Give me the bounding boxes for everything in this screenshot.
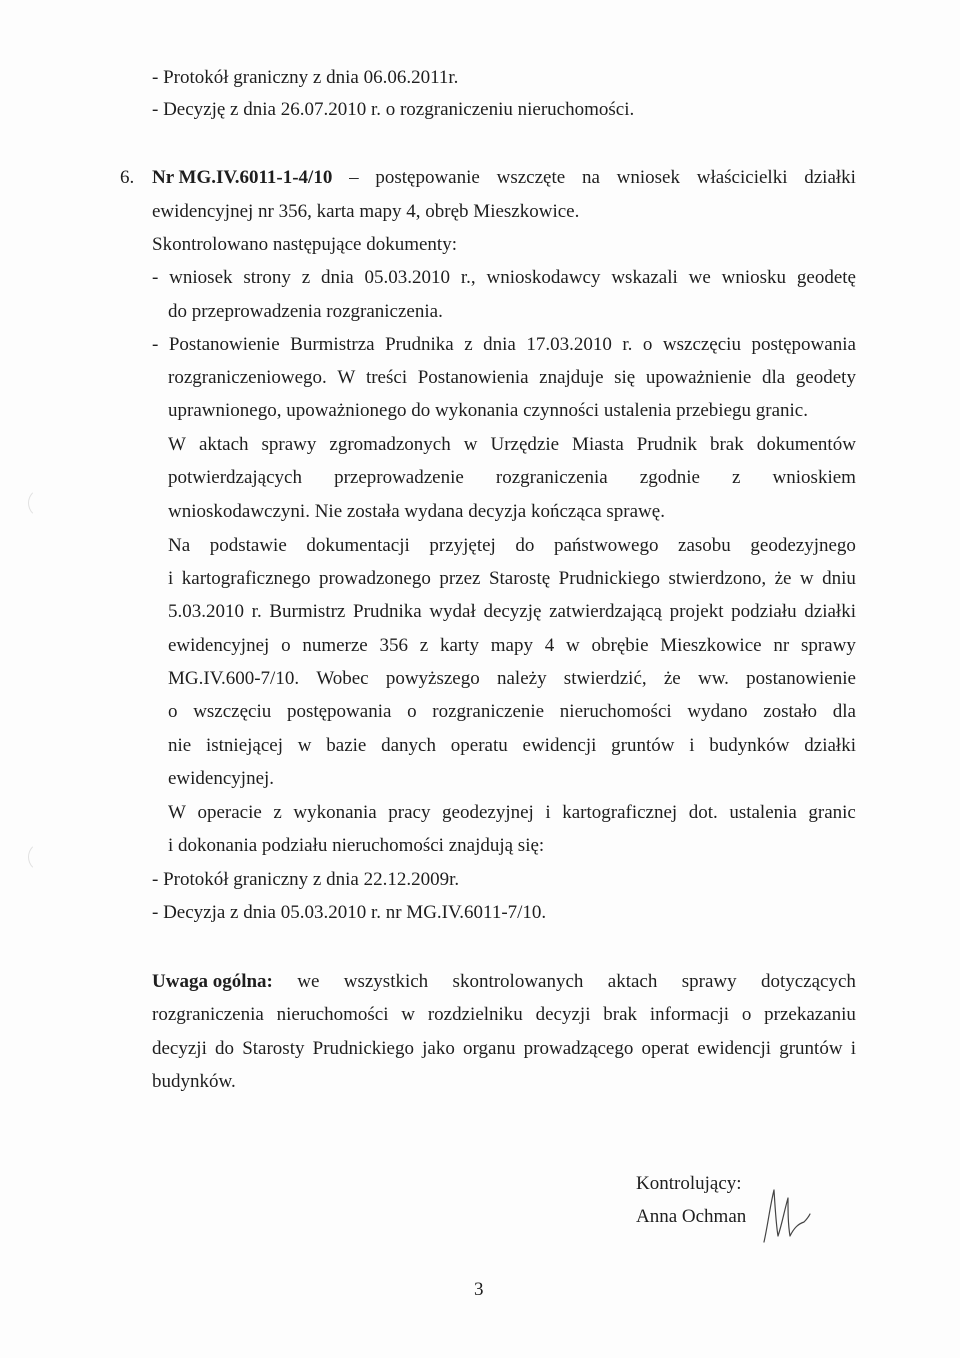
heading-word: na	[581, 167, 600, 188]
heading-word: wniosek	[616, 167, 680, 188]
item-heading	[152, 166, 856, 190]
item-line-4: - wniosek strony z dnia 05.03.2010 r., wnioskodawcy wskazali we wniosku geodetę	[152, 267, 856, 288]
item-line-14: 5.03.2010 r. Burmistrz Prudnika wydał decyzję zatwierdzającą projekt podziału działki	[168, 601, 856, 622]
item-line-15: ewidencyjnej o numerze 356 z karty mapy 4 w obrębie Mieszkowice nr sprawy	[168, 635, 856, 656]
item-number: 6.	[120, 167, 135, 188]
item-line-11: wnioskodawczyni. Nie została wydana decyzja kończąca sprawę.	[168, 501, 665, 522]
item-line-19: ewidencyjnej.	[168, 768, 275, 789]
handwritten-signature	[758, 1184, 818, 1250]
item-line-10: potwierdzających przeprowadzenie rozgraniczenia zgodnie z wnioskiem	[168, 467, 856, 488]
case-reference: Nr MG.IV.6011-1-4/10	[152, 167, 333, 188]
item-line-17: o wszczęciu postępowania o rozgraniczenie nieruchomości wydano zostało dla	[168, 701, 856, 722]
item-line-16: MG.IV.600-7/10. Wobec powyższego należy stwierdzić, że ww. postanowienie	[168, 668, 856, 689]
remark-line-2: rozgraniczenia nieruchomości w rozdzielniku decyzji brak informacji o przekazaniu	[152, 1004, 856, 1025]
item-line-18: nie istniejącej w bazie danych operatu ewidencji gruntów i budynków działki	[168, 735, 856, 756]
remark-line-1: Uwaga ogólna: we wszystkich skontrolowanych aktach sprawy dotyczących	[152, 971, 856, 992]
page-number: 3	[474, 1279, 484, 1300]
heading-word: –	[349, 167, 359, 188]
heading-word: działki	[804, 167, 856, 188]
heading-word: postępowanie	[375, 167, 480, 188]
item-line-8: uprawnionego, upoważnionego do wykonania czynności ustalenia przebiegu granic.	[168, 400, 808, 421]
remark-line-4: budynków.	[152, 1071, 236, 1092]
signoff-title: Kontrolujący:	[636, 1173, 742, 1194]
punch-hole-mark-top	[28, 488, 58, 518]
item-line-23: - Decyzja z dnia 05.03.2010 r. nr MG.IV.6011-7/10.	[152, 902, 547, 923]
item-line-2: ewidencyjnej nr 356, karta mapy 4, obręb Mieszkowice.	[152, 201, 580, 222]
item-line-20: W operacie z wykonania pracy geodezyjnej i kartograficznej dot. ustalenia granic	[168, 802, 856, 823]
item-line-5: do przeprowadzenia rozgraniczenia.	[168, 301, 443, 322]
intro-line-2: - Decyzję z dnia 26.07.2010 r. o rozgraniczeniu nieruchomości.	[152, 99, 635, 120]
item-line-7: rozgraniczeniowego. W treści Postanowienia znajduje się upoważnienie dla geodety	[168, 367, 856, 388]
item-line-6: - Postanowienie Burmistrza Prudnika z dnia 17.03.2010 r. o wszczęciu postępowania	[152, 334, 856, 355]
punch-hole-mark-bottom	[28, 842, 58, 872]
item-line-21: i dokonania podziału nieruchomości znajdują się:	[168, 835, 545, 856]
item-line-9: W aktach sprawy zgromadzonych w Urzędzie Miasta Prudnik brak dokumentów	[168, 434, 856, 455]
item-line-3: Skontrolowano następujące dokumenty:	[152, 234, 457, 255]
remark-line-3: decyzji do Starosty Prudnickiego jako organu prowadzącego operat ewidencji gruntów i	[152, 1038, 856, 1059]
item-line-12: Na podstawie dokumentacji przyjętej do państwowego zasobu geodezyjnego	[168, 535, 856, 556]
remark-label: Uwaga ogólna:	[152, 971, 273, 992]
signoff-name: Anna Ochman	[636, 1206, 747, 1227]
intro-line-1: - Protokół graniczny z dnia 06.06.2011r.	[152, 67, 459, 88]
item-line-22: - Protokół graniczny z dnia 22.12.2009r.	[152, 869, 460, 890]
heading-word: właścicielki	[696, 167, 788, 188]
heading-word: wszczęte	[496, 167, 566, 188]
item-line-13: i kartograficznego prowadzonego przez Starostę Prudnickiego stwierdzono, że w dniu	[168, 568, 856, 589]
